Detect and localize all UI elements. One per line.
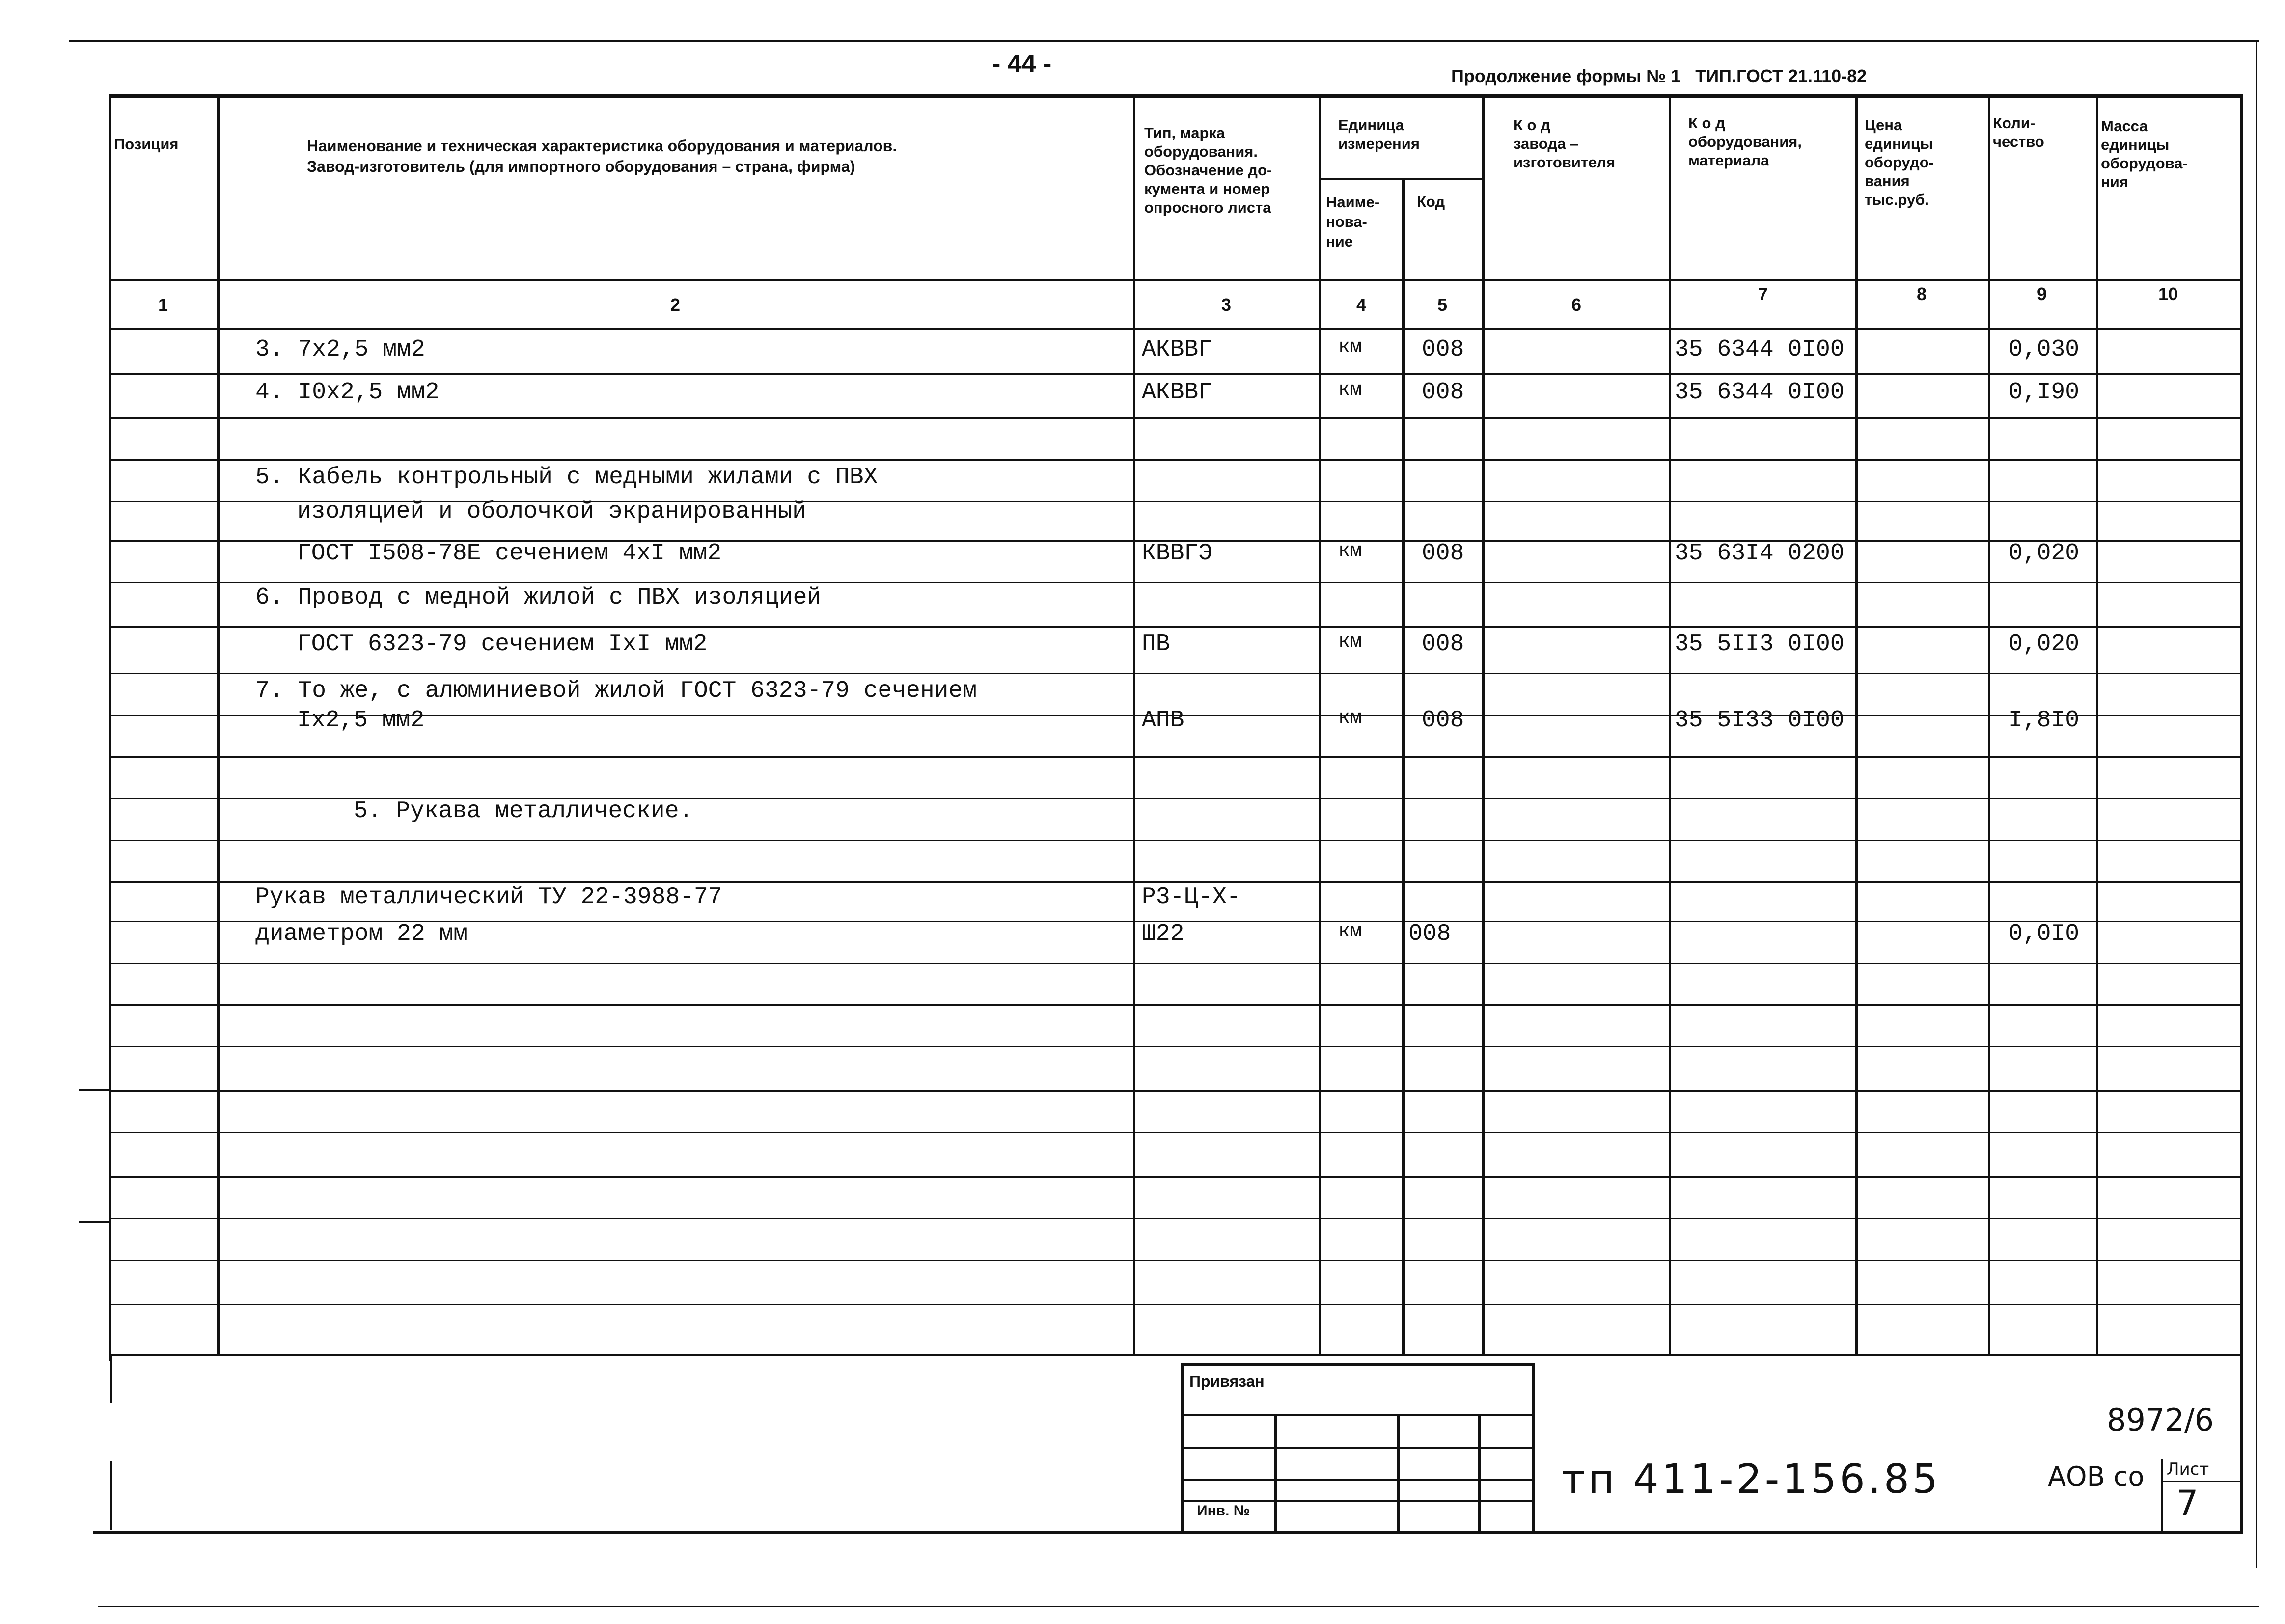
row-line bbox=[109, 459, 2243, 461]
right-margin-line bbox=[2256, 40, 2257, 1568]
row-quantity: 0,0I0 bbox=[2009, 921, 2080, 947]
frame-bottom-line bbox=[93, 1531, 2243, 1534]
col-sep-8 bbox=[1988, 94, 1990, 1356]
row-unit: км bbox=[1338, 540, 1362, 562]
left-frame-tick-2 bbox=[110, 1461, 112, 1530]
stamp-col-3 bbox=[1478, 1414, 1481, 1532]
row-quantity: 0,020 bbox=[2009, 631, 2080, 658]
row-material-code: 35 63I4 0200 bbox=[1675, 540, 1845, 567]
unit-group-divider bbox=[1319, 178, 1485, 180]
column-number-1: 1 bbox=[158, 295, 168, 315]
header-name: Наименование и техническая характеристика оборудования и материалов. Завод-изготовитель (для импортного оборудования – страна, фирма) bbox=[307, 137, 897, 175]
column-number-2: 2 bbox=[670, 295, 681, 315]
header-unit-group: Единица измерения bbox=[1338, 116, 1420, 152]
form-continuation-label: Продолжение формы № 1 ТИП.ГОСТ 21.110-82 bbox=[1451, 66, 1867, 86]
row-line bbox=[109, 1260, 2243, 1261]
row-unit: км bbox=[1338, 707, 1362, 729]
stamp-col-2 bbox=[1397, 1414, 1400, 1532]
header-position: Позиция bbox=[114, 136, 179, 153]
sheet-box-divider bbox=[2161, 1481, 2242, 1482]
row-line bbox=[109, 756, 2243, 758]
row-type: Р3-Ц-Х- bbox=[1142, 884, 1241, 910]
col-sep-9 bbox=[2096, 94, 2098, 1356]
table-left-border bbox=[109, 94, 111, 1361]
column-number-5: 5 bbox=[1437, 295, 1448, 315]
header-mass: Масса единицы оборудова- ния bbox=[2101, 117, 2188, 191]
row-type: ПВ bbox=[1142, 631, 1170, 658]
row-line bbox=[109, 1046, 2243, 1047]
row-line bbox=[109, 1304, 2243, 1305]
stamp-row-3 bbox=[1181, 1479, 1535, 1481]
row-name: изоляцией и оболочкой экранированный bbox=[297, 498, 806, 525]
column-number-7: 7 bbox=[1758, 284, 1768, 304]
row-line bbox=[109, 626, 2243, 628]
row-line bbox=[109, 1004, 2243, 1006]
header-unit-code: Код bbox=[1417, 193, 1445, 210]
row-name: 5. Кабель контрольный с медными жилами с ПВХ bbox=[255, 464, 878, 491]
row-line bbox=[109, 582, 2243, 583]
header-material-code: К о д оборудования, материала bbox=[1688, 114, 1802, 169]
col-sep-6 bbox=[1669, 94, 1671, 1356]
section-code: АОВ со bbox=[2048, 1461, 2145, 1492]
header-factory-code: К о д завода – изготовителя bbox=[1514, 116, 1616, 171]
row-quantity: 0,I90 bbox=[2009, 379, 2080, 406]
header-bottom-line bbox=[109, 279, 2243, 281]
col-sep-4 bbox=[1402, 179, 1405, 1356]
row-name: 3. 7х2,5 мм2 bbox=[255, 336, 425, 363]
table-right-border bbox=[2240, 94, 2243, 1533]
row-type: АПВ bbox=[1142, 707, 1184, 734]
sheet-box-left bbox=[2161, 1459, 2163, 1532]
table-top-border bbox=[109, 94, 2243, 98]
row-line bbox=[109, 1218, 2243, 1219]
column-numbers-line bbox=[109, 328, 2243, 330]
row-material-code: 35 6344 0I00 bbox=[1675, 336, 1845, 363]
row-type: АКВВГ bbox=[1142, 379, 1213, 406]
left-frame-tick-1 bbox=[110, 1356, 112, 1403]
row-line bbox=[109, 963, 2243, 964]
table-bottom-line bbox=[109, 1354, 2243, 1356]
row-material-code: 35 5I33 0I00 bbox=[1675, 707, 1845, 734]
margin-mark-1 bbox=[79, 1089, 110, 1091]
col-sep-5 bbox=[1482, 94, 1485, 1356]
row-name: 4. I0х2,5 мм2 bbox=[255, 379, 440, 406]
header-type: Тип, марка оборудования. Обозначение до- кумента и номер опросного листа bbox=[1144, 124, 1272, 216]
row-name: 6. Провод с медной жилой с ПВХ изоляцией bbox=[255, 584, 822, 611]
header-quantity: Коли- чество bbox=[1993, 114, 2044, 150]
stamp-privyazan: Привязан bbox=[1189, 1373, 1265, 1390]
row-type: Ш22 bbox=[1142, 921, 1184, 947]
row-unit-code: 008 bbox=[1422, 336, 1464, 363]
stamp-col-1 bbox=[1274, 1414, 1277, 1532]
row-quantity: 0,020 bbox=[2009, 540, 2080, 567]
row-line bbox=[109, 1132, 2243, 1133]
row-type: АКВВГ bbox=[1142, 336, 1213, 363]
column-number-9: 9 bbox=[2037, 284, 2047, 304]
row-quantity: I,8I0 bbox=[2009, 707, 2080, 734]
row-unit-code: 008 bbox=[1422, 379, 1464, 406]
row-unit: км bbox=[1338, 379, 1362, 401]
col-sep-1 bbox=[217, 94, 220, 1356]
row-type: КВВГЭ bbox=[1142, 540, 1213, 567]
col-sep-7 bbox=[1855, 94, 1858, 1356]
row-name: 5. Рукава металлические. bbox=[354, 798, 693, 825]
bottom-margin-line bbox=[98, 1606, 2259, 1607]
header-price: Цена единицы оборудо- вания тыс.руб. bbox=[1865, 116, 1934, 208]
row-unit-code: 008 bbox=[1422, 540, 1464, 567]
col-sep-2 bbox=[1133, 94, 1135, 1356]
column-number-6: 6 bbox=[1571, 295, 1582, 315]
sheet-number: 7 bbox=[2176, 1483, 2199, 1523]
row-name: ГОСТ I508-78Е сечением 4хI мм2 bbox=[297, 540, 722, 567]
sheet-label: Лист bbox=[2167, 1459, 2209, 1479]
row-unit: км bbox=[1338, 336, 1362, 358]
row-material-code: 35 6344 0I00 bbox=[1675, 379, 1845, 406]
row-line bbox=[109, 673, 2243, 674]
row-line bbox=[109, 1090, 2243, 1092]
stamp-row-1 bbox=[1181, 1414, 1535, 1416]
row-unit: км bbox=[1338, 631, 1362, 653]
project-code: тп 411-2-156.85 bbox=[1562, 1456, 1941, 1503]
column-number-3: 3 bbox=[1221, 295, 1232, 315]
stamp-row-4 bbox=[1181, 1500, 1535, 1502]
row-unit-code: 008 bbox=[1408, 921, 1451, 947]
stamp-row-2 bbox=[1181, 1447, 1535, 1449]
row-name: Рукав металлический ТУ 22-3988-77 bbox=[255, 884, 722, 910]
row-quantity: 0,030 bbox=[2009, 336, 2080, 363]
stamp-inventory: Инв. № bbox=[1197, 1503, 1250, 1519]
page-number: - 44 - bbox=[992, 50, 1052, 78]
margin-mark-2 bbox=[79, 1221, 110, 1223]
archive-number: 8972/6 bbox=[2107, 1402, 2214, 1438]
row-material-code: 35 5II3 0I00 bbox=[1675, 631, 1845, 658]
row-line bbox=[109, 881, 2243, 883]
row-name: ГОСТ 6323-79 сечением IхI мм2 bbox=[297, 631, 708, 658]
col-sep-3 bbox=[1319, 94, 1321, 1356]
column-number-10: 10 bbox=[2158, 284, 2178, 304]
row-line bbox=[109, 417, 2243, 419]
column-number-4: 4 bbox=[1356, 295, 1367, 315]
row-line bbox=[109, 373, 2243, 375]
header-unit-name: Наиме- нова- ние bbox=[1326, 193, 1380, 250]
top-border-line bbox=[69, 40, 2259, 42]
row-unit: км bbox=[1338, 921, 1362, 943]
stamp-top bbox=[1181, 1363, 1535, 1366]
column-number-8: 8 bbox=[1916, 284, 1927, 304]
row-line bbox=[109, 1176, 2243, 1178]
row-unit-code: 008 bbox=[1422, 707, 1464, 734]
row-unit-code: 008 bbox=[1422, 631, 1464, 658]
row-name: Iх2,5 мм2 bbox=[297, 707, 425, 734]
row-line bbox=[109, 840, 2243, 841]
row-name: 7. То же, с алюминиевой жилой ГОСТ 6323-79 сечением bbox=[255, 678, 977, 704]
row-name: диаметром 22 мм bbox=[255, 921, 468, 947]
